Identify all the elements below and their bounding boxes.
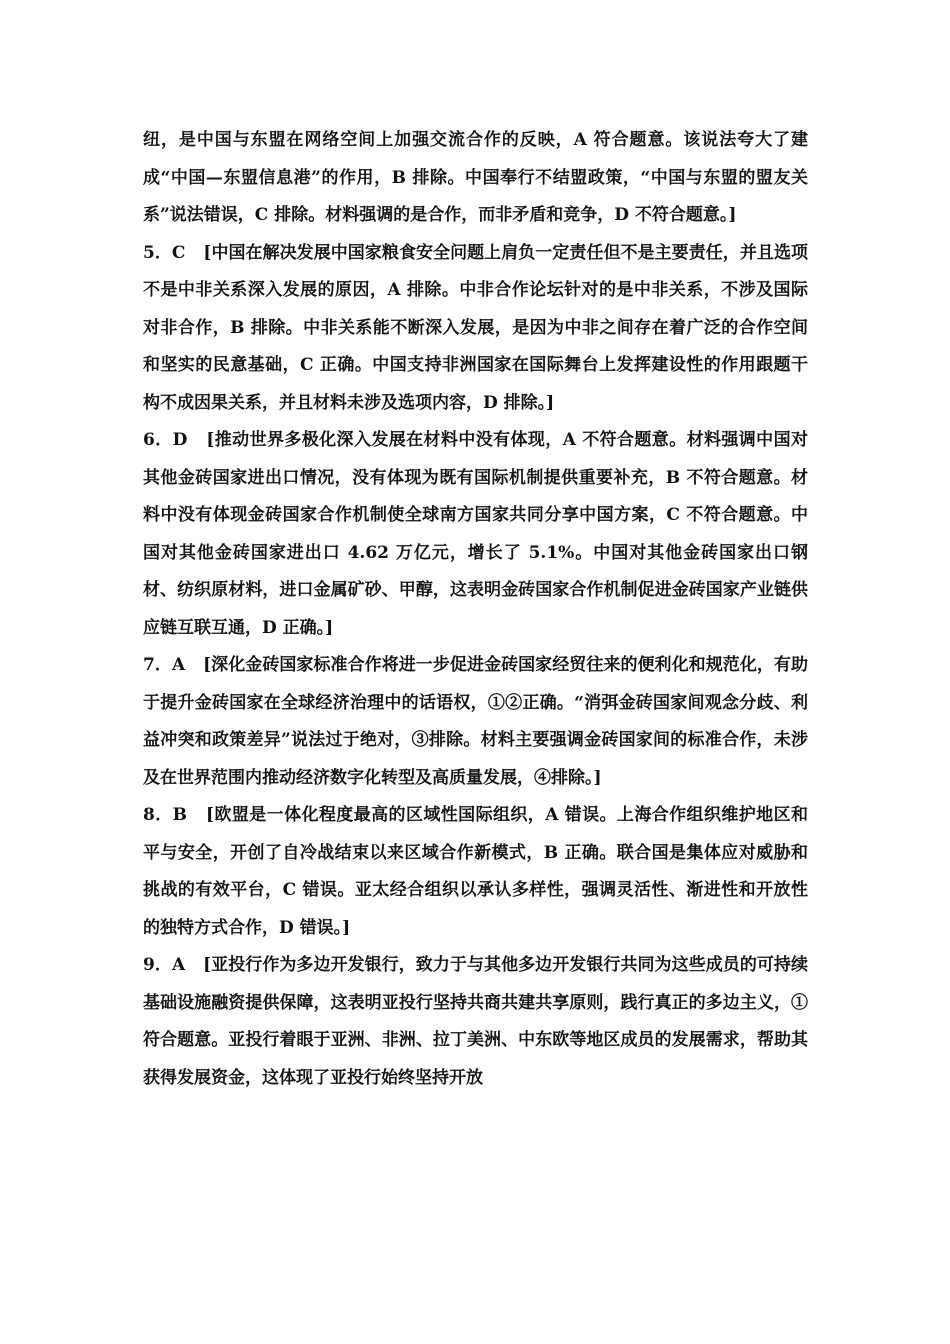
question-number: 9． (143, 955, 172, 975)
answer-letter: B (172, 805, 188, 825)
answer-item-6 (143, 422, 808, 647)
explanation-text: [亚投行作为多边开发银行，致力于与其他多边开发银行共同为这些成员的可持续基础设施融资提供保障，这表明亚投行坚持共商共建共享原则，践行真正的多边主义，①符合题意。亚投行着眼于亚洲、非洲、拉丁美洲、中东欧等地区成员的发展需求，帮助其获得发展资金，这体现了亚投行始终坚持开放 (143, 955, 808, 1088)
question-number: 5． (143, 242, 172, 263)
answer-letter: C (171, 242, 186, 263)
answer-item-9 (143, 947, 808, 1097)
explanation-text: [中国在解决发展中国家粮食安全问题上肩负一定责任但不是主要责任，并且选项不是中非关系深入发展的原因，A 排除。中非合作论坛针对的是中非关系，不涉及国际对非合作，B 排除。中非关系能不断深入发展，是因为中非之间存在着广泛的合作空间和坚实的民意基础，C 正确。中国支持非洲国家在国际舞台上发挥建设性的作用跟题干构不成因果关系，并且材料未涉及选项内容，D 排除。] (143, 242, 808, 413)
question-number: 8． (143, 805, 173, 825)
answer-letter: A (171, 955, 186, 975)
answer-item-5 (143, 235, 808, 423)
explanation-text: [欧盟是一体化程度最高的区域性国际组织，A 错误。上海合作组织维护地区和平与安全，开创了自冷战结束以来区域合作新模式，B 正确。联合国是集体应对威胁和挑战的有效平台，C 错误。亚太经合组织以承认多样性，强调灵活性、渐进性和开放性的独特方式合作，D 错误。] (143, 805, 808, 938)
explanation-text: [深化金砖国家标准合作将进一步促进金砖国家经贸往来的便利化和规范化，有助于提升金砖国家在全球经济治理中的话语权，①②正确。“消弭金砖国家间观念分歧、利益冲突和政策差异”说法过于绝对，③排除。材料主要强调金砖国家间的标准合作，未涉及在世界范围内推动经济数字化转型及高质量发展，④排除。] (143, 655, 808, 788)
question-number: 7． (143, 655, 172, 675)
question-number: 6． (143, 430, 173, 450)
answer-explanations (143, 122, 808, 1097)
paragraph-text: 纽，是中国与东盟在网络空间上加强交流合作的反映，A 符合题意。该说法夸大了建成“中国—东盟信息港”的作用，B 排除。中国奉行不结盟政策，“中国与东盟的盟友关系”说法错误，C 排除。材料强调的是合作，而非矛盾和竞争，D 不符合题意。] (143, 130, 808, 225)
paragraph-continued (143, 122, 808, 235)
answer-item-7 (143, 647, 808, 797)
answer-letter: A (171, 655, 186, 675)
answer-item-8 (143, 797, 808, 947)
explanation-text: [推动世界多极化深入发展在材料中没有体现，A 不符合题意。材料强调中国对其他金砖国家进出口情况，没有体现为既有国际机制提供重要补充，B 不符合题意。材料中没有体现金砖国家合作机制使全球南方国家共同分享中国方案，C 不符合题意。中国对其他金砖国家进出口 4.62 万亿元，增长了 5.1%。中国对其他金砖国家出口钢材、纺织原材料，进口金属矿砂、甲醇，这表明金砖国家合作机制促进金砖国家产业链供应链互联互通，D 正确。] (143, 430, 808, 638)
answer-letter: D (172, 430, 188, 450)
